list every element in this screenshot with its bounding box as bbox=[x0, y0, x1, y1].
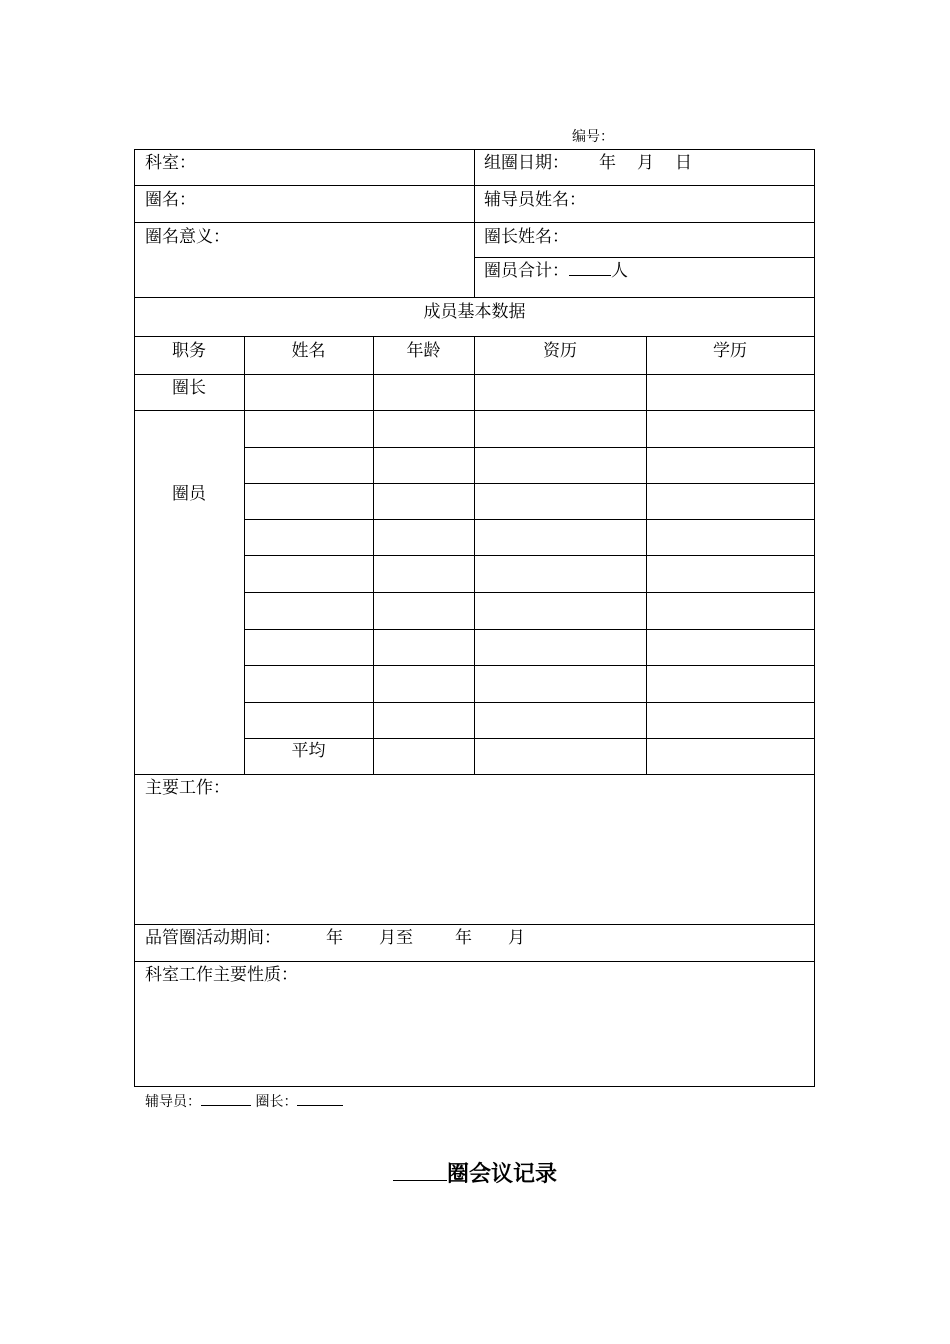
section-title: 成员基本数据 bbox=[423, 302, 526, 322]
leader-signature-blank[interactable] bbox=[297, 1091, 343, 1106]
rule bbox=[244, 702, 815, 703]
period-year-1: 年 bbox=[326, 928, 343, 948]
member-row-label: 圈员 bbox=[172, 484, 206, 504]
member-total bbox=[484, 260, 628, 282]
column-header-age: 年龄 bbox=[406, 341, 441, 361]
meeting-title-text: 圈会议记录 bbox=[446, 1161, 557, 1187]
leader-signature-label: 圈长： bbox=[255, 1094, 298, 1110]
date-month-label: 月 bbox=[637, 153, 654, 173]
average-label: 平均 bbox=[291, 741, 326, 761]
rule bbox=[646, 336, 647, 774]
column-header-education: 学历 bbox=[713, 341, 747, 361]
serial-number-label: 编号： bbox=[572, 129, 614, 145]
leader-name-label: 圈长姓名： bbox=[484, 227, 569, 247]
rule bbox=[134, 297, 815, 298]
column-header-seniority: 资历 bbox=[543, 341, 577, 361]
rule bbox=[134, 774, 815, 775]
rule bbox=[474, 257, 815, 258]
rule bbox=[244, 592, 815, 593]
circle-registration-form bbox=[134, 149, 815, 1087]
rule bbox=[134, 961, 815, 962]
rule bbox=[134, 924, 815, 925]
rule bbox=[244, 447, 815, 448]
column-header-name: 姓名 bbox=[291, 341, 326, 361]
rule bbox=[244, 336, 245, 774]
main-work-label: 主要工作： bbox=[145, 778, 230, 798]
formation-date-label: 组圈日期： bbox=[484, 153, 569, 173]
rule bbox=[244, 519, 815, 520]
rule bbox=[244, 555, 815, 556]
member-total-blank[interactable] bbox=[569, 261, 611, 276]
counselor-signature-label: 辅导员： bbox=[145, 1094, 201, 1110]
rule bbox=[244, 665, 815, 666]
rule bbox=[244, 483, 815, 484]
date-day-label: 日 bbox=[675, 153, 692, 173]
rule bbox=[134, 1086, 815, 1087]
circle-name-blank[interactable] bbox=[393, 1158, 447, 1181]
rule bbox=[134, 149, 135, 1087]
column-header-position: 职务 bbox=[172, 341, 206, 361]
member-total-label: 圈员合计： bbox=[484, 261, 569, 281]
rule bbox=[244, 738, 815, 739]
activity-period-label: 品管圈活动期间： bbox=[145, 928, 281, 948]
leader-row-label: 圈长 bbox=[172, 378, 206, 398]
meeting-record-title bbox=[0, 1158, 950, 1189]
signature-line bbox=[145, 1091, 343, 1111]
dept-nature-label: 科室工作主要性质： bbox=[145, 965, 298, 985]
department-label: 科室： bbox=[145, 153, 196, 173]
rule bbox=[244, 629, 815, 630]
period-year-2: 年 bbox=[455, 928, 472, 948]
rule bbox=[474, 336, 475, 774]
circle-name-label: 圈名： bbox=[145, 190, 196, 210]
rule bbox=[814, 149, 815, 1087]
counselor-name-label: 辅导员姓名： bbox=[484, 190, 586, 210]
period-month-to: 月至 bbox=[379, 928, 413, 948]
circle-meaning-label: 圈名意义： bbox=[145, 227, 230, 247]
rule bbox=[373, 336, 374, 774]
date-year-label: 年 bbox=[599, 153, 616, 173]
member-total-unit: 人 bbox=[611, 261, 628, 281]
rule bbox=[474, 149, 475, 297]
period-month-2: 月 bbox=[508, 928, 525, 948]
counselor-signature-blank[interactable] bbox=[201, 1091, 251, 1106]
